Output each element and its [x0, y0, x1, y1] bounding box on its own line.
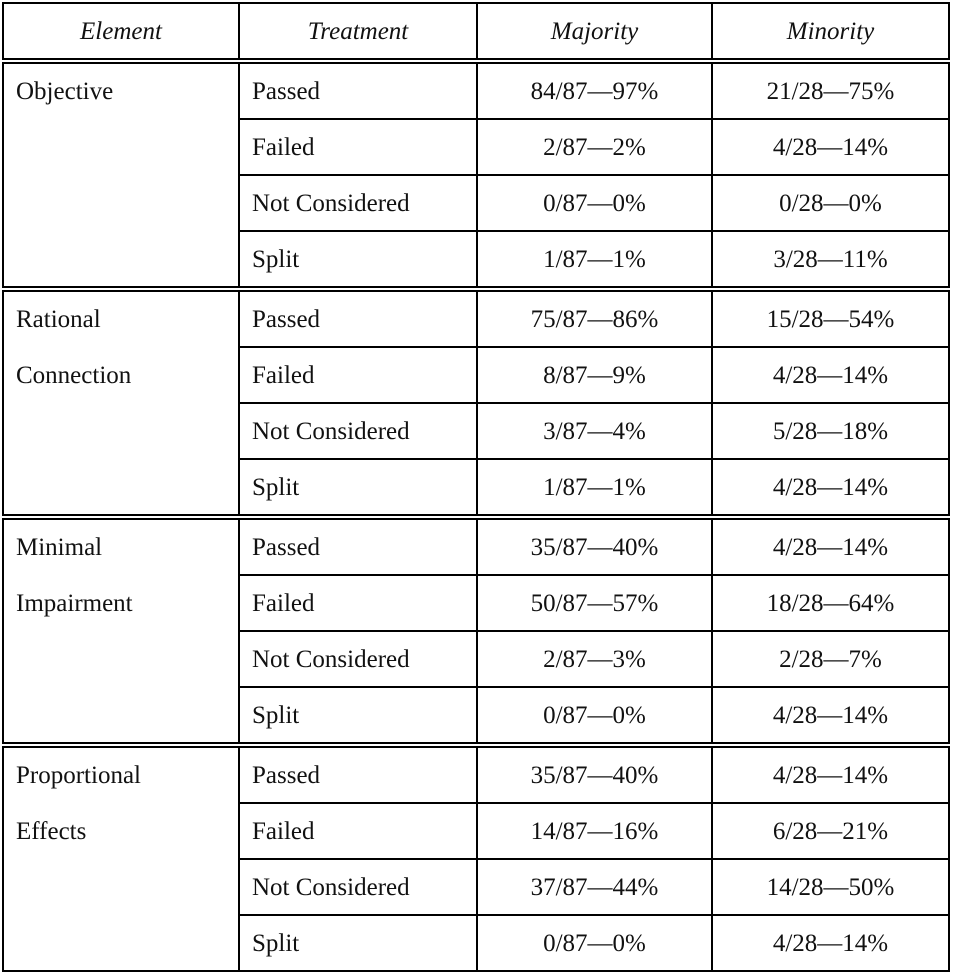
majority-cell: 0/87—0% [477, 687, 712, 745]
header-treatment: Treatment [239, 3, 477, 61]
treatment-cell: Passed [239, 61, 477, 119]
treatment-cell: Split [239, 915, 477, 971]
treatment-cell: Not Considered [239, 859, 477, 915]
header-majority: Majority [477, 3, 712, 61]
minority-cell: 14/28—50% [712, 859, 949, 915]
minority-cell: 4/28—14% [712, 745, 949, 803]
majority-cell: 1/87—1% [477, 231, 712, 289]
minority-cell: 4/28—14% [712, 915, 949, 971]
header-row [3, 3, 949, 61]
table-body [3, 61, 949, 971]
element-cell-rational-connection [3, 289, 239, 517]
minority-cell: 18/28—64% [712, 575, 949, 631]
treatment-cell: Passed [239, 289, 477, 347]
majority-cell: 3/87—4% [477, 403, 712, 459]
majority-cell: 50/87—57% [477, 575, 712, 631]
majority-cell: 37/87—44% [477, 859, 712, 915]
header-minority: Minority [712, 3, 949, 61]
minority-cell: 6/28—21% [712, 803, 949, 859]
treatment-cell: Split [239, 459, 477, 517]
majority-cell: 14/87—16% [477, 803, 712, 859]
minority-cell: 3/28—11% [712, 231, 949, 289]
table-header [3, 3, 949, 61]
majority-cell: 0/87—0% [477, 915, 712, 971]
majority-cell: 2/87—2% [477, 119, 712, 175]
minority-cell: 2/28—7% [712, 631, 949, 687]
results-table [2, 2, 950, 972]
majority-cell: 0/87—0% [477, 175, 712, 231]
element-label-line: Proportional [16, 762, 141, 789]
treatment-cell: Failed [239, 803, 477, 859]
minority-cell: 21/28—75% [712, 61, 949, 119]
treatment-cell: Passed [239, 745, 477, 803]
majority-cell: 8/87—9% [477, 347, 712, 403]
element-cell-proportional-effects [3, 745, 239, 971]
minority-cell: 0/28—0% [712, 175, 949, 231]
minority-cell: 4/28—14% [712, 687, 949, 745]
element-cell-minimal-impairment [3, 517, 239, 745]
element-label-line: Minimal [16, 534, 103, 561]
table-row [3, 61, 949, 119]
table-row [3, 289, 949, 347]
majority-cell: 35/87—40% [477, 745, 712, 803]
element-cell-objective [3, 61, 239, 289]
table-row [3, 517, 949, 575]
treatment-cell: Split [239, 231, 477, 289]
minority-cell: 5/28—18% [712, 403, 949, 459]
treatment-cell: Failed [239, 347, 477, 403]
treatment-cell: Not Considered [239, 631, 477, 687]
treatment-cell: Not Considered [239, 175, 477, 231]
minority-cell: 15/28—54% [712, 289, 949, 347]
majority-cell: 35/87—40% [477, 517, 712, 575]
treatment-cell: Not Considered [239, 403, 477, 459]
element-label-line: Effects [16, 818, 87, 845]
treatment-cell: Failed [239, 575, 477, 631]
element-label-line: Rational [16, 306, 101, 333]
treatment-cell: Passed [239, 517, 477, 575]
minority-cell: 4/28—14% [712, 347, 949, 403]
minority-cell: 4/28—14% [712, 119, 949, 175]
table-row [3, 745, 949, 803]
majority-cell: 84/87—97% [477, 61, 712, 119]
element-label-line: Objective [16, 78, 114, 105]
majority-cell: 75/87—86% [477, 289, 712, 347]
minority-cell: 4/28—14% [712, 459, 949, 517]
majority-cell: 2/87—3% [477, 631, 712, 687]
majority-cell: 1/87—1% [477, 459, 712, 517]
element-label-line: Connection [16, 362, 132, 389]
treatment-cell: Failed [239, 119, 477, 175]
header-element: Element [3, 3, 239, 61]
element-label-line: Impairment [16, 590, 133, 617]
results-table-container [2, 2, 950, 972]
minority-cell: 4/28—14% [712, 517, 949, 575]
treatment-cell: Split [239, 687, 477, 745]
